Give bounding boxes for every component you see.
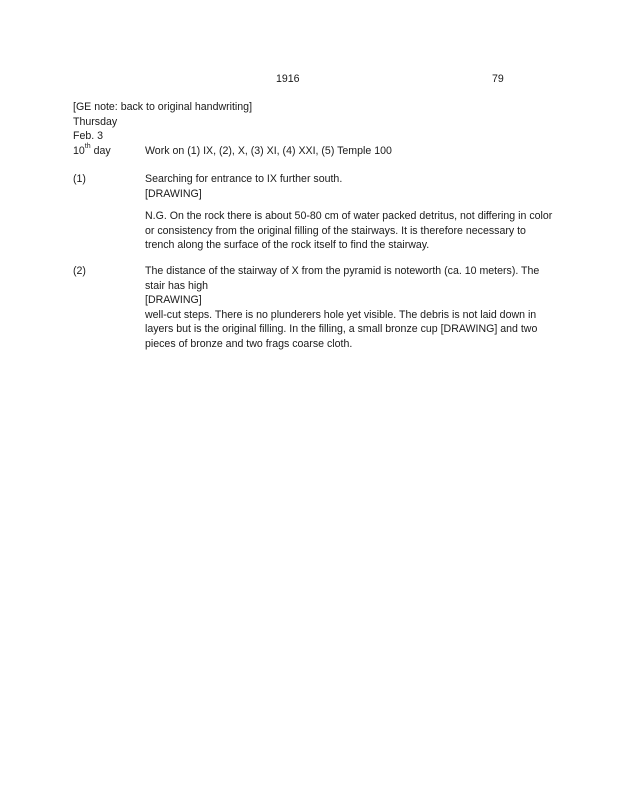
day-number: 10 — [73, 144, 85, 157]
entry-line: The distance of the stairway of X from the pyramid is noteworth (ca. 10 meters). The — [145, 265, 540, 277]
day-suffix: th — [84, 142, 91, 150]
work-summary — [145, 144, 545, 159]
page-number: 79 — [492, 73, 504, 85]
page-header-year: 1916 — [276, 73, 300, 85]
entry-line: stair has high — [145, 279, 209, 292]
entry-body — [145, 172, 545, 201]
day-word: day — [93, 144, 111, 157]
note-line: trench along the surface of the rock itself to find the stairway. — [145, 239, 430, 251]
entry-body — [145, 264, 545, 351]
entry-label: (1) — [73, 173, 86, 185]
entry-line: Searching for entrance to IX further south. — [145, 173, 343, 185]
note-line: N.G. On the rock there is about 50-80 cm of water packed detritus, not differing in color — [145, 210, 553, 222]
entry-line: well-cut steps. There is no plunderers hole yet visible. The debris is not laid down in — [145, 308, 537, 321]
entry-note — [145, 209, 553, 253]
work-summary-text: Work on (1) IX, (2), X, (3) XI, (4) XXI, (5) Temple 100 — [145, 144, 392, 157]
drawing-placeholder: [DRAWING] — [145, 187, 202, 200]
weekday: Thursday — [73, 115, 118, 128]
entry-line: layers but is the original filling. In the filling, a small bronze cup [DRAWING] and two — [145, 323, 538, 335]
drawing-placeholder: [DRAWING] — [145, 294, 202, 306]
intro-block — [73, 100, 252, 144]
editor-note: [GE note: back to original handwriting] — [73, 101, 253, 113]
day-count — [73, 144, 111, 159]
entry-line: pieces of bronze and two frags coarse cloth. — [145, 337, 353, 350]
entry-date: Feb. 3 — [73, 130, 104, 142]
note-line: or consistency from the original filling of the stairways. It is therefore necessary to — [145, 224, 526, 237]
entry-label: (2) — [73, 265, 86, 277]
